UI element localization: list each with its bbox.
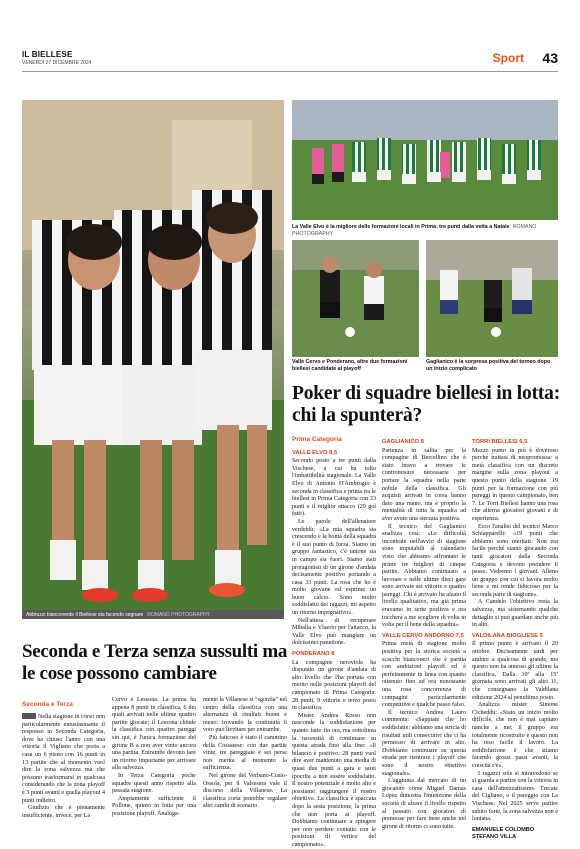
team-heading: TORRI BIELLESI 6,5 (472, 439, 528, 445)
team-heading: PONDERANO 8 (292, 651, 335, 658)
page-number: 43 (542, 50, 558, 66)
main-caption-credit: ROMANO PHOTOGRAPHY (147, 612, 210, 618)
paragraph: I ragazzi sole si intravedono se si guarda a partire con la vittoria in casa dell'attrezzatissimo Trecate del Cigliano, o il pareggio con La Vischese. Nel 2025 serve partire subito forte, la zona salvezza non è lontana. (472, 770, 558, 823)
paragraph: Il tecnico del Gaglianico analizza così: «Le difficoltà incontrate nell'avvio di stagione sono imputabili al calendario visto che abbiamo affrontato le prime tre migliori di cinque partite. Abbiamo continuato a lavorare e nelle ultime dieci gare sono arrivate sei vittorie e quattro pareggi. Chi è arrivato ha alzato il livello qualitativo, ma già prima eravamo in serie positiva e ora toccherà a me scegliere di volta in volta per il bene della squadra». (382, 523, 466, 629)
author-name: STEFANO VILLA (472, 833, 517, 840)
team-heading: VALLE CERVO ANDORNO 7,5 (382, 632, 464, 639)
newspaper-name: IL BIELLESE (22, 50, 73, 59)
paragraph: Prima metà di stagione molto positiva per la storica società a scacchi bianconeri che è partita con ambizioni playoff ed è perfettamente in linea con quanto ottenuto fino ad ora nonostante una rosa concorrenza di compagini particolarmente competitive e qualche passo falso. (382, 641, 466, 709)
team-heading: GAGLIANICO 8 (382, 439, 424, 445)
lead-square-icon (22, 713, 36, 719)
main-photo-caption (22, 610, 284, 619)
page-header (22, 50, 558, 72)
paragraph: Ecco l'analisi del tecnico Marco Schiapparelli: «19 punti che abbiamo sono meritati. Non era facile perché siamo giocando con tanti giocatori dalla Seconda Categoria e devono prendere il passo. Vedremo i giovani. Alleno un gruppo con cui si lavora molto bene e mi rende fiducioso per la seconda parte di stagione». (472, 523, 558, 598)
paragraph: Analizza mister Simone Cicheddu: «Stato un inizio molto difficile, che non è mai capitato nanche a me; il gruppo era totalmente ricostruito e questo non ha reso facile il lavoro. La soddisfazione è che stiamo facendo grossi passi avanti, la crescita c'è». (472, 702, 558, 769)
paragraph: Mezzo punto in più è doveroso perché trattasi di neopromossa: a metà classifica con un discreto margine sulla zona playout a questo punto della stagione. 19 punti per la formazione con più pareggi in questo campionato, ben 7. Le Torri Biellesi hanno una rosa che alterna giocatori giovani e di esperienza. (472, 447, 558, 522)
author-name: EMANUELE COLOMBO (472, 826, 535, 833)
paragraph: Secondo posto a tre punti dalla Vischese, a cui ha tolto l'imbattibilità stagionale. La Valle Elvo di Antonio D'Ambrogio è seconda in classifica e prima tra le biellesi in Prima Categoria con 33 punti e il miglior attacco (29 gol fatti). (292, 458, 376, 518)
paragraph: Cervo e Lessona. La prima ha appena 8 punti in classifica, 6 dei quali arrivati nelle ultime quattro partite giocate; il Lessona chiude la classifica con quattro pareggi sin qui, è l'unica formazione del girone B a non aver vinto ancora una partita. Entrambe devono fare un ritorno importante per arrivare alla salvezza. (112, 697, 196, 772)
mid-right-caption: Gaglianico è la sorpresa positiva del torneo dopo un inizio complicato (426, 359, 551, 372)
mid-left-caption: Valle Cervo e Ponderano, altre due formazioni biellesi candidate ai playoff (292, 359, 408, 372)
left-article-col-1 (22, 713, 105, 820)
right-article-col-3 (472, 436, 558, 841)
issue-date: VENERDÌ 27 DICEMBRE 2024 (22, 60, 92, 66)
paragraph: Le parole dell'allenatore verdeblù: «La mia squadra sta crescendo e la bontà della squadra è il suo punto di forza. Siamo un gruppo fantastico, c'è unione sia in campo sia fuori. Siamo stati protagonisti di un girone d'andata decisamente positivo portando a casa 33 punti. La rosa che ho è molto giovane ed esprime un buon calcio. Sono molto soddisfatto dei ragazzi, mi aspetto un ritorno impegnativo». (292, 518, 376, 617)
right-article-col-1 (292, 436, 376, 849)
right-article-headline: Poker di squadre biellesi in lotta: chi la spunterà? (292, 383, 561, 426)
main-caption-text: Abbruzzi biancoverde il Biellese sta facendo segnare (26, 612, 144, 618)
paragraph: Il primo punto è arrivato il 20 ottobre. Decisamente tardi per ambire a qualcosa di grande, ma questo non ha amesso gli ultime la classifica. Dalla 10ª alla 15ª giornata sono arrivati gli altri 11, che consegnano la Valdilana edizione 2024 al penultimo posto. (472, 641, 558, 701)
paragraph: Il tecnico Andrea Lauro commenta: «Sappiate che ho soddisfatte: abbiamo una stricia di risultati utili consecutivi che ci ha permesso di arrivare in alto. Dobbiamo continuare su questa strada per rientrare i playoff che sono il nostro obiettivo stagionale». (382, 709, 466, 777)
top-caption-text: La Valle Elvo è la migliore delle formazioni locali in Prima: tre punti dalla vetta a Natale (292, 224, 510, 230)
top-photo-caption (292, 224, 558, 238)
paragraph: Nell'attesa di recuperare Mihalla e Vlaerio per l'attacco, la Valle Elvo può mangiare un dolcissimo panettone. (292, 617, 376, 647)
right-article-category: Prima Categoria (292, 436, 342, 443)
valle-cervo-ponderano-photo (292, 240, 419, 357)
paragraph-text: Nella stagione in corso non particolarmente entusiasmante il responso in Seconda Categoria, dove ha chiuso l'anno con una vittoria il Vigliano che porta a casa un 6 pieno con 16 punti in 13 partite che al momento vuol dire la zona salvezza ma che possono trasformarsi in qualcosa considerando che la zona playoff è 3 punti avanti e quella playout 4 punti indietro. (22, 714, 105, 804)
paragraph: A Candelo l'obiettivo resta la salvezza, ma sistemando qualche dettaglio si può guardare anche più in alto. (472, 599, 558, 629)
paragraph: Giudizio che è pienamente insufficiente, invece, per La (22, 805, 105, 819)
match-action-illustration (292, 240, 419, 357)
team-lineup-illustration (292, 100, 558, 220)
gaglianico-photo (426, 240, 558, 357)
left-article-col-3 (203, 697, 287, 811)
team-heading: VALDILANA BIOGLIESE 5 (472, 632, 543, 639)
paragraph: In Terza Categoria poche squadre questi anno rispetto alla passata stagione. (112, 772, 196, 795)
paragraph: La compagine neroviola ha disputato un girone d'andata di alto livello che l'ha portata con merito nelle posizioni playoff del campionato di Prima Categoria: 28 punti, 9 vittorie e terzo posto in classifica. (292, 659, 376, 712)
right-article-col-2 (382, 436, 466, 831)
paragraph: L'aggiunta dal mercato di un giocatore come Miguel Damas Lopez dimostra l'intenzione della società di alzare il livello rispetto al passato con giocatori di premesse per fare bene anche nel girone di ritorno ci sono tutte. (382, 778, 466, 830)
paragraph: Nel girone del Verbano-Cusio-Ossola, per il Valsesera vale il discorso della Villanese. La classifica corta potrebbe regalare altri cambi di scenario. (203, 772, 287, 810)
paragraph: Partenza in salita per la compagine di Bercellino che è stato bravo a trovare le contromisure necessarie per portare la squadra nella parte nobile della classifica. Gli acquisti arrivati in corsa hanno dato una mano, ma è proprio la mentalità di tutta la squadra ad aver avuto una sterzata positiva. (382, 447, 466, 522)
left-article-category: Seconda e Terza (22, 701, 73, 708)
team-heading: VALLE ELVO 8,5 (292, 449, 338, 456)
section-label: Sport (492, 51, 524, 65)
paragraph (22, 713, 105, 805)
author-signature (472, 827, 558, 841)
top-caption-credit: ROMANO PHOTOGRAPHY (292, 224, 537, 237)
valle-elvo-team-photo (292, 100, 558, 220)
paragraph: mente la Villanese si "sgonfia" nel centro della classifica con una alternanza di risultati buoni e meno: trovando la continuità il voto può lievitare per entrambe. (203, 697, 287, 734)
players-celebrating-illustration (22, 100, 284, 610)
left-article-headline: Seconda e Terza senza sussulti ma le cose possono cambiare (22, 641, 288, 684)
paragraph: Ampiamente sufficiente il Pollone, quinto in lotta per una posizione playoff. Analoga- (112, 795, 196, 817)
left-article-col-2 (112, 697, 196, 819)
paragraph: Più faticoso è stato il cammino della Cossatese: con due partite vinte, tre pareggiate e sei perse non merita al momento la sufficienza. (203, 734, 287, 772)
paragraph: Mister Andrea Rosso non nasconde la soddisfazione per quanto fatto fin ora, ma sottolinea la necessità di continuare su questa strada fino alla fine: «Il bilancio è positivo; 28 punti vuol dire aver mantenuto una media di quasi due punti a gara e sarei ipocrita a non essere soddisfatto. Il nostro potenziale è molto alto e possiamo raggiungere il nostro obiettivo. La classifica è spaccata dopo la sesta posizione, la prima che non porta ai playoff. Dobbiamo continuare a spingere per non perdere contatto con le posizioni di vertice del campionato». (292, 712, 376, 848)
match-action-illustration (426, 240, 558, 357)
main-photo (22, 100, 284, 610)
